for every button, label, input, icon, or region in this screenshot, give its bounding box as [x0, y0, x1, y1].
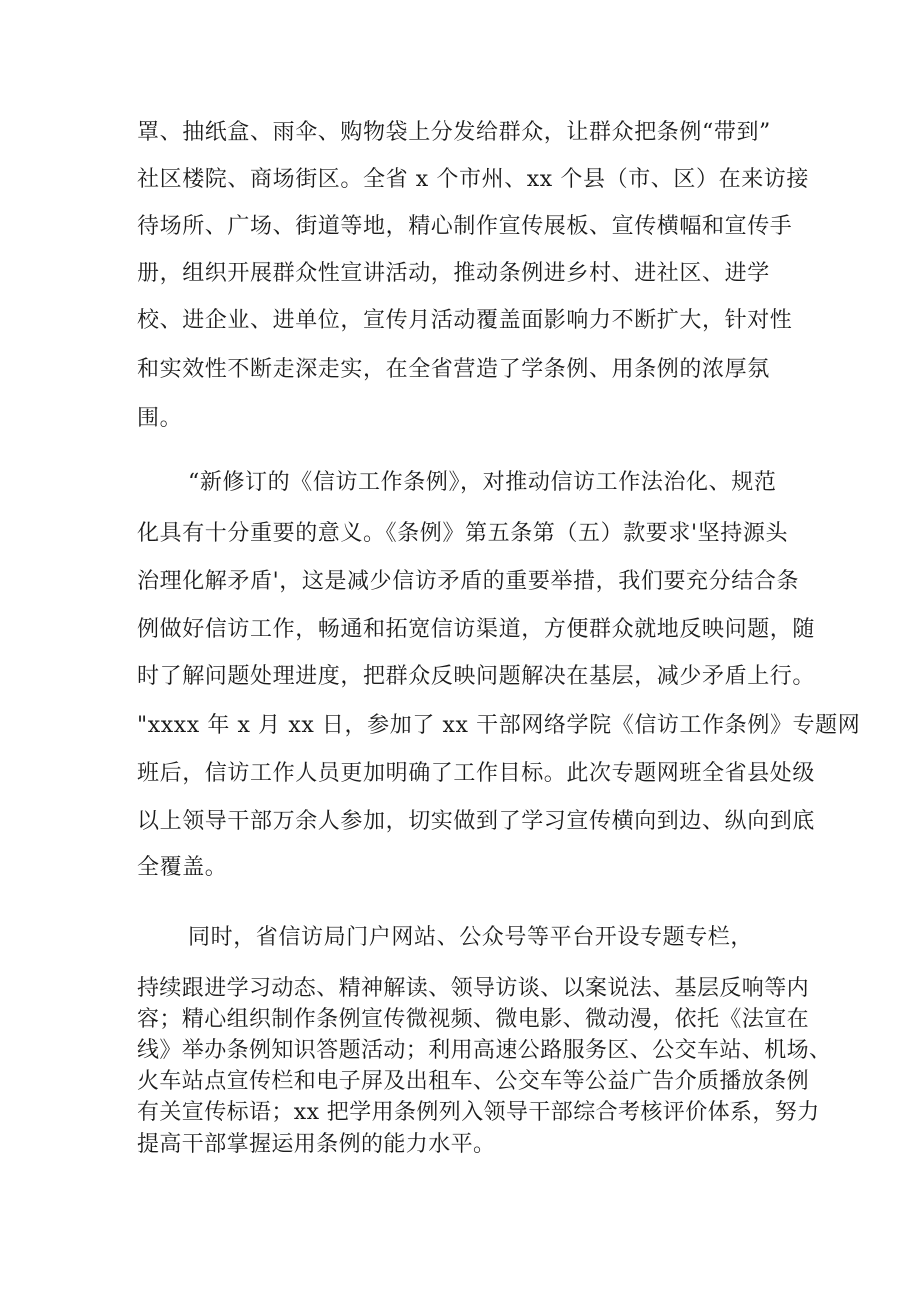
- paragraph-line: 有关宣传标语；xx 把学用条例列入领导干部综合考核评价体系，努力: [137, 1100, 820, 1125]
- paragraph-line: "xxxx 年 x 月 xx 日，参加了 xx 干部网络学院《信访工作条例》专题网: [137, 713, 861, 738]
- paragraph-line: 化具有十分重要的意义。《条例》第五条第（五）款要求'坚持源头: [137, 521, 789, 546]
- paragraph-line: 时了解问题处理进度，把群众反映问题解决在基层，减少矛盾上行。: [137, 664, 816, 689]
- paragraph-line: 待场所、广场、街道等地，精心制作宣传展板、宣传横幅和宣传手: [137, 214, 793, 239]
- paragraph-line: 容；精心组织制作条例宣传微视频、微电影、微动漫，依托《法宣在: [137, 1007, 810, 1032]
- paragraph-line: 围。: [137, 406, 183, 431]
- paragraph-line: 线》举办条例知识答题活动；利用高速公路服务区、公交车站、机场、: [137, 1038, 832, 1063]
- paragraph-line: “新修订的《信访工作条例》，对推动信访工作法治化、规范: [188, 470, 777, 495]
- paragraph-line: 罩、抽纸盒、雨伞、购物袋上分发给群众，让群众把条例“带到”: [137, 120, 771, 145]
- paragraph-line: 社区楼院、商场街区。全省 x 个市州、xx 个县（市、区）在来访接: [137, 167, 810, 192]
- paragraph-line: 例做好信访工作，畅通和拓宽信访渠道，方便群众就地反映问题，随: [137, 617, 816, 642]
- paragraph-line: 同时，省信访局门户网站、公众号等平台开设专题专栏，: [188, 925, 754, 950]
- paragraph-line: 和实效性不断走深走实，在全省营造了学条例、用条例的浓厚氛: [137, 357, 770, 382]
- paragraph-line: 校、进企业、进单位，宣传月活动覆盖面影响力不断扩大，针对性: [137, 308, 793, 333]
- paragraph-line: 提高干部掌握运用条例的能力水平。: [137, 1132, 496, 1157]
- paragraph-line: 班后，信访工作人员更加明确了工作目标。此次专题网班全省县处级: [137, 761, 816, 786]
- paragraph-line: 以上领导干部万余人参加，切实做到了学习宣传横向到边、纵向到底: [137, 809, 816, 834]
- paragraph-line: 火车站点宣传栏和电子屏及出租车、公交车等公益广告介质播放条例: [137, 1069, 810, 1094]
- paragraph-line: 治理化解矛盾'，这是减少信访矛盾的重要举措，我们要充分结合条: [137, 569, 800, 594]
- paragraph-line: 册，组织开展群众性宣讲活动，推动条例进乡村、进社区、进学: [137, 261, 770, 286]
- paragraph-line: 持续跟进学习动态、精神解读、领导访谈、以案说法、基层反响等内: [137, 976, 810, 1001]
- paragraph-line: 全覆盖。: [137, 855, 228, 880]
